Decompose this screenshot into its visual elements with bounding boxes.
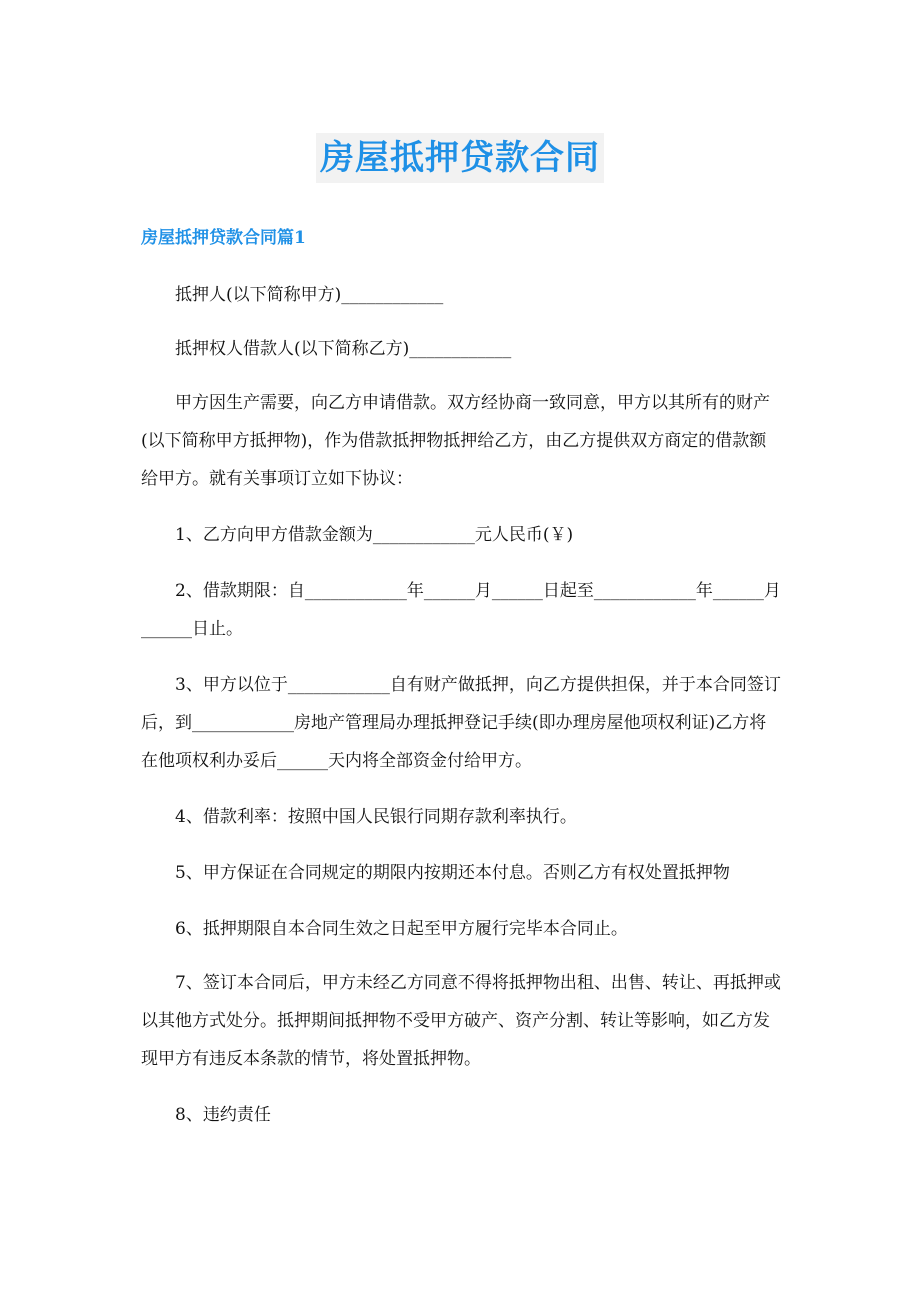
- paragraph-preamble: 甲方因生产需要，向乙方申请借款。双方经协商一致同意，甲方以其所有的财产(以下简称甲方抵押物)，作为借款抵押物抵押给乙方，由乙方提供双方商定的借款额给甲方。就有关事项订立如下协议：: [141, 393, 770, 489]
- section-heading: 房屋抵押贷款合同篇1: [141, 228, 306, 248]
- clause-2: 2、借款期限：自____________年______月______日起至____________年______月______日止。: [141, 581, 781, 639]
- clause-7: 7、签订本合同后，甲方未经乙方同意不得将抵押物出租、出售、转让、再抵押或以其他方式处分。抵押期间抵押物不受甲方破产、资产分割、转让等影响，如乙方发现甲方有违反本条款的情节，将处置抵押物。: [141, 973, 781, 1069]
- clause-8: 8、违约责任: [175, 1105, 271, 1125]
- clause-6: 6、抵押期限自本合同生效之日起至甲方履行完毕本合同止。: [175, 919, 628, 939]
- clause-5: 5、甲方保证在合同规定的期限内按期还本付息。否则乙方有权处置抵押物: [175, 863, 730, 883]
- clause-1: 1、乙方向甲方借款金额为____________元人民币(￥): [175, 525, 574, 545]
- title-wrapper: [0, 133, 920, 183]
- clause-3: 3、甲方以位于____________自有财产做抵押，向乙方提供担保，并于本合同签订后，到____________房地产管理局办理抵押登记手续(即办理房屋他项权利证)乙方将在他项权利办妥后______天内将全部资金付给甲方。: [141, 675, 781, 771]
- paragraph-mortgagor: 抵押人(以下简称甲方)____________: [175, 285, 444, 305]
- document-title: 房屋抵押贷款合同: [316, 133, 604, 183]
- clause-4: 4、借款利率：按照中国人民银行同期存款利率执行。: [175, 807, 577, 827]
- paragraph-mortgagee: 抵押权人借款人(以下简称乙方)____________: [175, 339, 512, 359]
